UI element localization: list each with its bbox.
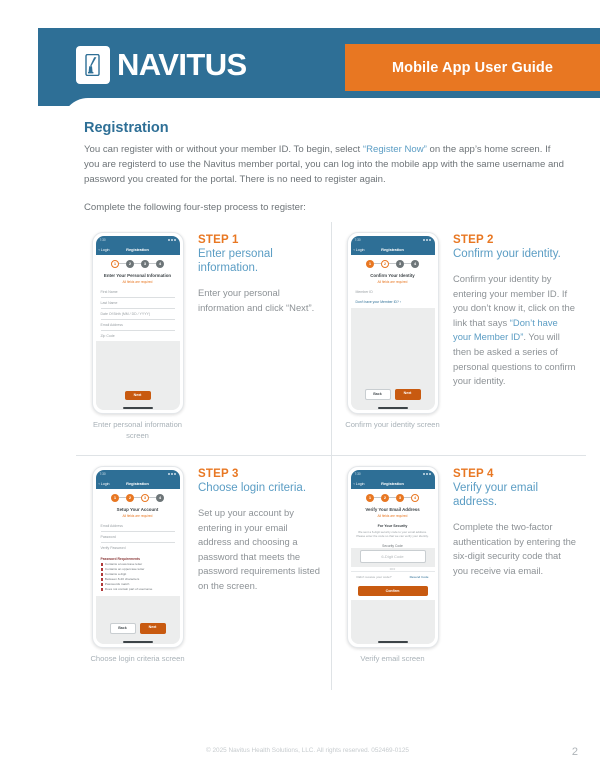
step-dot-3: 3 (396, 260, 404, 268)
screen-title: Enter Your Personal Information (96, 272, 180, 278)
step-body-3: Set up your account by entering in your email address and choosing a password that meets the password requirements listed on the screen. (198, 507, 320, 591)
screen-spacer (96, 341, 180, 387)
home-indicator (351, 406, 435, 410)
email-address-field[interactable]: Email Address (101, 320, 175, 331)
back-button[interactable]: Back (365, 389, 391, 400)
email-address-field[interactable]: Email Address (101, 521, 175, 532)
signal-icon (168, 239, 170, 241)
nav-title: Registration (381, 247, 404, 252)
phone-screen-3 (96, 470, 180, 644)
phone-mockup-4 (347, 466, 439, 648)
otp-timer: 00:0 (351, 567, 435, 571)
step-cell-4 (331, 456, 586, 689)
intro-text (84, 142, 566, 215)
phone-column-4 (341, 466, 444, 689)
navitus-logo (76, 46, 247, 84)
phone-caption-1: Enter personal information screen (92, 420, 183, 440)
phone-column-3 (86, 466, 189, 689)
security-note-title: For Your Security (377, 523, 408, 528)
step-dot-3: 3 (141, 494, 149, 502)
button-row-3 (96, 619, 180, 640)
status-bar (351, 470, 435, 478)
next-button[interactable]: Next (140, 623, 166, 634)
step-dot-2: 2 (126, 260, 134, 268)
intro-text-b: on the app’s home screen. If you are registerd to use the Navitus member portal, you can log into the mobile app with the same username and password you created for the portal. There is no need to register again. (84, 144, 564, 186)
identity-form (351, 287, 435, 297)
back-link[interactable]: ‹ Login (353, 481, 365, 486)
step-dot-2: 2 (381, 260, 389, 268)
requirement-marker-icon (101, 568, 103, 570)
step-number-4: STEP 4 (453, 468, 494, 480)
step-body-4: Complete the two-factor authentication by entering the six-digit security code that you receive via email. (453, 521, 577, 576)
phone-caption-4: Verify email screen (360, 654, 425, 663)
security-code-label: Security Code (351, 541, 435, 548)
phone-mockup-2 (347, 232, 439, 414)
confirm-button-wrap (351, 582, 435, 599)
phone-column-2 (341, 232, 444, 455)
step-dot-2: 2 (126, 494, 134, 502)
status-icons (423, 239, 431, 241)
step-dot-1: 1 (366, 494, 374, 502)
stepper-line (149, 263, 156, 264)
battery-icon (429, 473, 431, 475)
page-number: 2 (571, 746, 578, 758)
requirement-label: Contains a lowercase letter (104, 562, 143, 566)
mortar-pestle-icon (76, 46, 110, 84)
stepper-line (119, 497, 126, 498)
member-id-link-text: “Don’t have your Member ID” (453, 316, 558, 343)
stepper-line (389, 263, 396, 264)
back-link[interactable]: ‹ Login (98, 481, 110, 486)
page-header (38, 28, 600, 106)
verify-password-field[interactable]: Verify Password (100, 546, 126, 550)
register-now-link: “Register Now” (362, 144, 427, 155)
requirement-label: Does not contain part of username (104, 587, 153, 591)
wifi-icon (171, 239, 173, 241)
step-dot-4: 4 (411, 260, 419, 268)
confirm-button[interactable]: Confirm (358, 586, 428, 595)
security-note-desc: We sent a 6-digit security code to your email address. Please enter the code so that we can verify your identity. (356, 529, 429, 538)
screen-title: Verify Your Email Address (351, 506, 435, 512)
nav-title: Registration (381, 481, 404, 486)
wifi-icon (171, 473, 173, 475)
battery-icon (174, 473, 176, 475)
home-indicator (96, 406, 180, 410)
back-link[interactable]: ‹ Login (98, 247, 110, 252)
step-heading-3: Choose login criteria. (198, 482, 307, 494)
nav-bar (96, 244, 180, 255)
phone-screen-4 (351, 470, 435, 644)
stepper-line (404, 263, 411, 264)
step-dot-1: 1 (111, 494, 119, 502)
nav-bar (351, 478, 435, 489)
step-body-2-b: . You will then be asked a series of personal questions to confirm your identity. (453, 331, 576, 387)
step-text-3 (189, 466, 323, 689)
step-body-2-a: Confirm your identity by entering your member ID. If you don’t know it, click on the link that says (453, 273, 575, 328)
content-card (62, 98, 600, 738)
logo-wordmark: NAVITUS (117, 47, 247, 82)
requirement-label: Contains an uppercase letter (104, 567, 145, 571)
step-number-1: STEP 1 (198, 234, 239, 246)
step-text-1 (189, 232, 323, 455)
password-requirements-title: Password Requirements (96, 553, 180, 563)
member-id-field[interactable]: Member ID (355, 290, 373, 294)
step-heading-1: Enter personal information. (198, 248, 273, 274)
wifi-icon (426, 473, 428, 475)
intro-text-a: You can register with or without your member ID. To begin, select (84, 144, 363, 155)
status-icons (423, 473, 431, 475)
step-dot-2: 2 (381, 494, 389, 502)
step-text-2 (444, 232, 578, 455)
requirement-marker-icon (101, 578, 103, 580)
personal-info-form (96, 287, 180, 341)
guide-title-banner (345, 44, 600, 91)
step-number-2: STEP 2 (453, 234, 494, 246)
page-title: Registration (84, 120, 169, 136)
stepper-line (119, 263, 126, 264)
nav-bar (96, 478, 180, 489)
phone-caption-3: Choose login criteria screen (90, 654, 185, 663)
requirement-marker-icon (101, 583, 103, 585)
status-bar (96, 236, 180, 244)
resend-code-link[interactable]: Resend Code (409, 575, 429, 580)
no-member-id-link[interactable]: Don’t have your Member ID? › (355, 300, 401, 304)
step-dot-1: 1 (366, 260, 374, 268)
home-indicator (96, 640, 180, 644)
step-dot-3: 3 (396, 494, 404, 502)
requirement-label: Passwords match (104, 582, 130, 586)
footer-copyright: © 2025 Navitus Health Solutions, LLC. All rights reserved. 052469-0125 (206, 747, 409, 754)
date-of-birth-field[interactable]: Date Of Birth (MM / DD / YYYY) (101, 309, 175, 320)
requirement-label: Between 8-20 characters (104, 577, 140, 581)
step-number-3: STEP 3 (198, 468, 239, 480)
step-dot-4: 4 (411, 494, 419, 502)
status-bar (351, 236, 435, 244)
status-icons (168, 473, 176, 475)
screen-title: Setup Your Account (96, 506, 180, 512)
zip-code-field[interactable]: Zip Code (100, 334, 115, 338)
required-note: All fields are required (351, 512, 435, 521)
nav-title: Registration (126, 481, 149, 486)
requirement-label: Contains a digit (104, 572, 127, 576)
button-row-2 (351, 385, 435, 406)
step-heading-4: Verify your email address. (453, 482, 539, 508)
battery-icon (174, 239, 176, 241)
progress-stepper-3 (96, 489, 180, 506)
status-time: 7:30 (99, 472, 106, 476)
stepper-line (134, 497, 141, 498)
resend-row (351, 571, 435, 582)
signal-icon (423, 239, 425, 241)
home-indicator (351, 640, 435, 644)
back-button[interactable]: Back (110, 623, 136, 634)
phone-screen-2 (351, 236, 435, 410)
requirement-marker-icon (101, 588, 103, 590)
required-note: All fields are required (96, 278, 180, 287)
status-bar (96, 470, 180, 478)
resend-question: Didn’t receive your code? (356, 575, 392, 580)
stepper-line (134, 263, 141, 264)
phone-caption-2: Confirm your identity screen (345, 420, 440, 429)
phone-mockup-3 (92, 466, 184, 648)
button-row-1 (96, 387, 180, 406)
stepper-line (374, 263, 381, 264)
required-note: All fields are required (96, 512, 180, 521)
phone-screen-1 (96, 236, 180, 410)
nav-bar (351, 244, 435, 255)
wifi-icon (426, 239, 428, 241)
stepper-line (404, 497, 411, 498)
security-note (351, 521, 435, 542)
step-cell-3 (76, 456, 331, 689)
screen-title: Confirm Your Identity (351, 272, 435, 278)
first-name-field[interactable]: First Name (101, 287, 175, 298)
stepper-line (149, 497, 156, 498)
progress-stepper-2 (351, 255, 435, 272)
screen-spacer (351, 600, 435, 641)
step-dot-4: 4 (156, 260, 164, 268)
account-form (96, 521, 180, 553)
intro-paragraph-1 (84, 142, 566, 188)
status-icons (168, 239, 176, 241)
back-link[interactable]: ‹ Login (353, 247, 365, 252)
nav-title: Registration (126, 247, 149, 252)
step-text-4 (444, 466, 578, 689)
guide-title-label: Mobile App User Guide (391, 59, 554, 76)
required-note: All fields are required (351, 278, 435, 287)
security-code-input[interactable]: 6-Digit Code (360, 550, 426, 563)
last-name-field[interactable]: Last Name (101, 298, 175, 309)
screen-spacer (96, 596, 180, 619)
progress-stepper-4 (351, 489, 435, 506)
screen-spacer (351, 308, 435, 385)
next-button[interactable]: Next (125, 391, 151, 400)
step-dot-3: 3 (141, 260, 149, 268)
status-time: 7:30 (354, 238, 361, 242)
step-dot-4: 4 (156, 494, 164, 502)
battery-icon (429, 239, 431, 241)
status-time: 7:30 (354, 472, 361, 476)
step-body-2 (453, 272, 578, 389)
progress-stepper-1 (96, 255, 180, 272)
phone-column-1 (86, 232, 189, 455)
signal-icon (423, 473, 425, 475)
member-id-help (351, 297, 435, 308)
next-button[interactable]: Next (395, 389, 421, 400)
steps-grid (76, 222, 586, 690)
step-cell-1 (76, 222, 331, 455)
requirement-marker-icon (101, 573, 103, 575)
stepper-line (374, 497, 381, 498)
status-time: 7:30 (99, 238, 106, 242)
password-field[interactable]: Password (101, 532, 175, 543)
password-requirements-list (96, 562, 180, 596)
requirement-item (101, 587, 175, 592)
step-body-1: Enter your personal information and click “Next”. (198, 287, 315, 313)
requirement-marker-icon (101, 563, 103, 565)
step-heading-2: Confirm your identity. (453, 248, 561, 260)
intro-paragraph-2: Complete the following four-step process to register: (84, 201, 306, 213)
stepper-line (389, 497, 396, 498)
step-cell-2 (331, 222, 586, 455)
signal-icon (168, 473, 170, 475)
phone-mockup-1 (92, 232, 184, 414)
step-dot-1: 1 (111, 260, 119, 268)
